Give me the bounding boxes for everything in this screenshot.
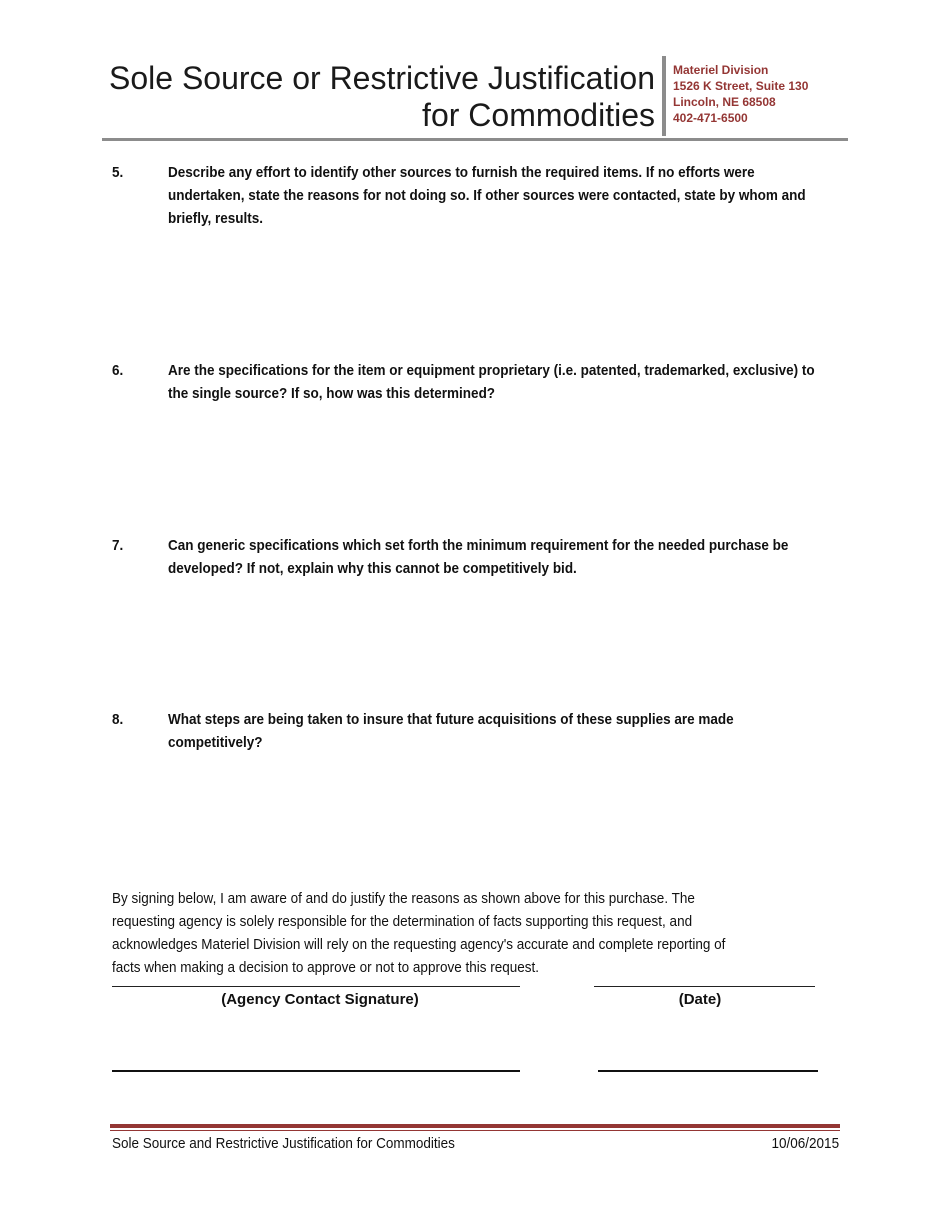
question-8-text: What steps are being taken to insure that future acquisitions of these supplies are made competitively? <box>168 711 734 751</box>
question-6-number: 6. <box>112 362 124 379</box>
address-street: 1526 K Street, Suite 130 <box>673 79 809 93</box>
signature-line[interactable] <box>112 986 520 987</box>
question-8-number: 8. <box>112 711 124 728</box>
address-phone: 402-471-6500 <box>673 111 748 125</box>
header-divider <box>662 56 666 136</box>
question-7-text: Can generic specifications which set forth the minimum requirement for the needed purchase be developed? If not, explain why this cannot be competitively bid. <box>168 537 789 577</box>
signature-label: (Agency Contact Signature) <box>221 991 419 1008</box>
approver-signature-line[interactable] <box>112 1070 520 1072</box>
address-division: Materiel Division <box>673 63 769 77</box>
document-title <box>100 60 655 134</box>
date-line[interactable] <box>594 986 815 987</box>
footer-title: Sole Source and Restrictive Justification for Commodities <box>112 1135 455 1152</box>
footer-date: 10/06/2015 <box>771 1135 839 1152</box>
header-rule <box>102 138 848 141</box>
certification-paragraph: By signing below, I am aware of and do justify the reasons as shown above for this purchase. The requesting agency is solely responsible for the determination of facts supporting this request, and acknowledges Materiel Division will rely on the requesting agency's accurate and complete reporting of facts when making a decision to approve or not to approve this request. <box>112 890 726 976</box>
address-block <box>673 62 808 126</box>
date-label: (Date) <box>678 991 722 1008</box>
footer-rule-thin <box>110 1130 840 1131</box>
title-line-2: for Commodities <box>422 97 655 133</box>
question-5-number: 5. <box>112 164 124 181</box>
question-7-number: 7. <box>112 537 124 554</box>
question-5-text: Describe any effort to identify other sources to furnish the required items. If no efforts were undertaken, state the reasons for not doing so. If other sources were contacted, state by whom and briefly, results. <box>168 164 806 227</box>
question-6-text: Are the specifications for the item or equipment proprietary (i.e. patented, trademarked, exclusive) to the single source? If so, how was this determined? <box>168 362 815 402</box>
address-city: Lincoln, NE 68508 <box>673 95 776 109</box>
approver-date-line[interactable] <box>598 1070 818 1072</box>
title-line-1: Sole Source or Restrictive Justification <box>109 60 655 96</box>
footer-rule-thick <box>110 1124 840 1128</box>
